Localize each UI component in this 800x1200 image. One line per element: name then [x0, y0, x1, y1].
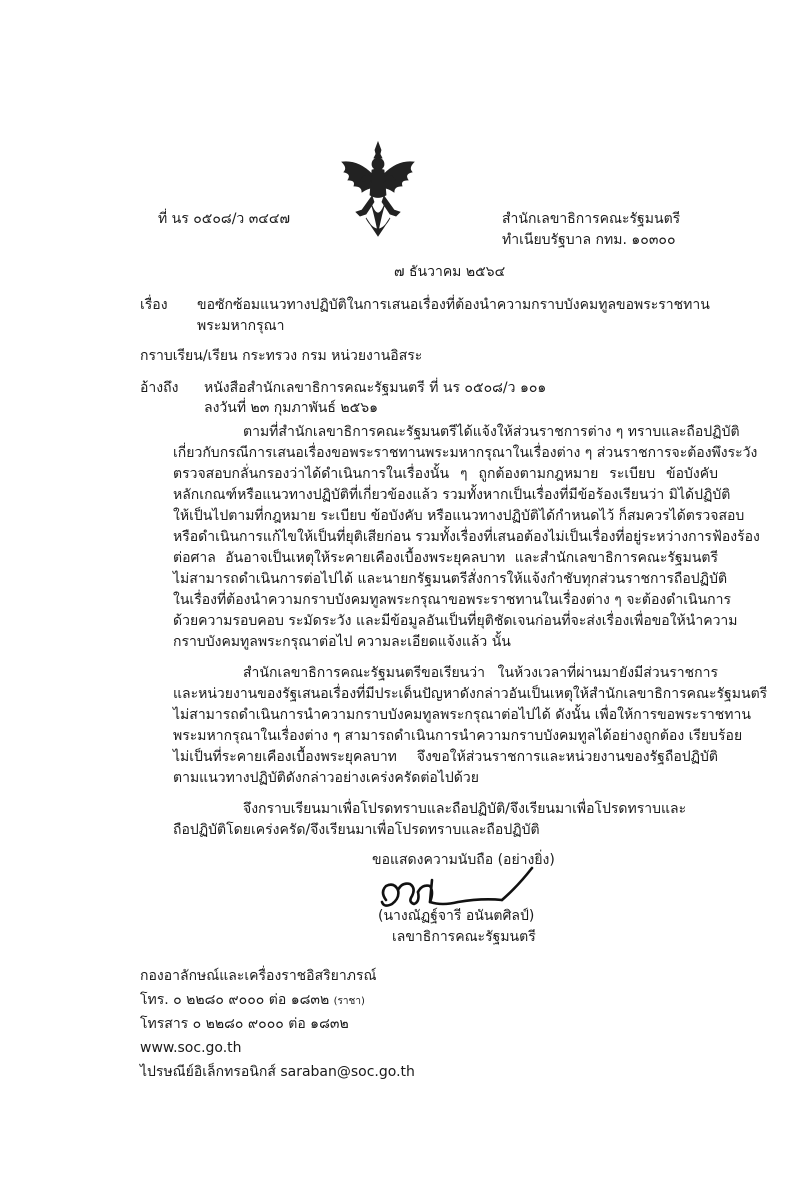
paragraph-line: ถือปฏิบัติโดยเคร่งครัด/จึงเรียนมาเพื่อโปรดทราบและถือปฏิบัติ — [173, 822, 540, 838]
office-name: สำนักเลขาธิการคณะรัฐมนตรี — [502, 211, 681, 227]
footer-phone-number: โทร. ๐ ๒๒๘๐ ๙๐๐๐ ต่อ ๑๘๓๒ — [140, 992, 330, 1008]
paragraph-line: ตามที่สำนักเลขาธิการคณะรัฐมนตรีได้แจ้งให้ส่วนราชการต่าง ๆ ทราบและถือปฏิบัติ — [243, 424, 740, 440]
paragraph-line: ไม่สามารถดำเนินการต่อไปได้ และนายกรัฐมนตรีสั่งการให้แจ้งกำชับทุกส่วนราชการถือปฏิบัติ — [173, 571, 728, 587]
office-address: ทำเนียบรัฐบาล กทม. ๑๐๓๐๐ — [502, 232, 676, 248]
paragraph-line: ตรวจสอบกลั่นกรองว่าได้ดำเนินการในเรื่องนั้น ๆ ถูกต้องตามกฎหมาย ระเบียบ ข้อบังคับ — [173, 466, 718, 482]
paragraph-line: กราบบังคมทูลพระกรุณาต่อไป ความละเอียดแจ้งแล้ว นั้น — [173, 634, 511, 650]
paragraph-line: หรือดำเนินการแก้ไขให้เป็นที่ยุติเสียก่อน รวมทั้งเรื่องที่เสนอต้องไม่เป็นเรื่องที่อยู่ระหว่างการฟ้องร้อง — [173, 529, 760, 545]
footer-fax: โทรสาร ๐ ๒๒๘๐ ๙๐๐๐ ต่อ ๑๘๓๒ — [140, 1016, 349, 1032]
garuda-emblem-icon — [336, 140, 420, 240]
paragraph-line: พระมหากรุณาในเรื่องต่าง ๆ สามารถดำเนินการนำความกราบบังคมทูลได้อย่างถูกต้อง เรียบร้อย — [173, 728, 743, 744]
paragraph-line: เกี่ยวกับกรณีการเสนอเรื่องขอพระราชทานพระมหากรุณาในเรื่องต่าง ๆ ส่วนราชการจะต้องพึงระวัง — [173, 445, 758, 461]
footer-website[interactable]: www.soc.go.th — [140, 1040, 242, 1056]
paragraph-line: ให้เป็นไปตามที่กฎหมาย ระเบียบ ข้อบังคับ หรือแนวทางปฏิบัติได้กำหนดไว้ ก็สมควรได้ตรวจสอบ — [173, 508, 745, 524]
subject-line: พระมหากรุณา — [197, 318, 285, 334]
paragraph-line: หลักเกณฑ์หรือแนวทางปฏิบัติที่เกี่ยวข้องแล้ว รวมทั้งหากเป็นเรื่องที่มีข้อร้องเรียนว่า มิได้ปฏิบัติ — [173, 487, 731, 503]
footer-phone-note: (ราชา) — [333, 996, 365, 1007]
reference-number: ที่ นร ๐๕๐๘/ว ๓๔๔๗ — [158, 211, 291, 227]
addressee: กราบเรียน/เรียน กระทรวง กรม หน่วยงานอิสระ — [140, 348, 423, 364]
reference-label: อ้างถึง — [140, 380, 179, 396]
signer-name: (นางณัฏฐ์จารี อนันตศิลป์) — [378, 908, 535, 924]
paragraph-line: ไม่เป็นที่ระคายเคืองเบื้องพระยุคลบาท จึงขอให้ส่วนราชการและหน่วยงานของรัฐถือปฏิบัติ — [173, 749, 718, 765]
footer-department: กองอาลักษณ์และเครื่องราชอิสริยาภรณ์ — [140, 968, 377, 984]
letter-date: ๗ ธันวาคม ๒๕๖๔ — [394, 264, 506, 280]
paragraph-line: จึงกราบเรียนมาเพื่อโปรดทราบและถือปฏิบัติ/จึงเรียนมาเพื่อโปรดทราบและ — [243, 801, 687, 817]
paragraph-line: ในเรื่องที่ต้องนำความกราบบังคมทูลพระกรุณาขอพระราชทานในเรื่องต่าง ๆ จะต้องดำเนินการ — [173, 592, 731, 608]
closing-salutation: ขอแสดงความนับถือ (อย่างยิ่ง) — [372, 852, 555, 868]
paragraph-line: ด้วยความรอบคอบ ระมัดระวัง และมีข้อมูลอันเป็นที่ยุติชัดเจนก่อนที่จะส่งเรื่องเพื่อขอให้นำความ — [173, 613, 738, 629]
reference-line: หนังสือสำนักเลขาธิการคณะรัฐมนตรี ที่ นร ๐๕๐๘/ว ๑๐๑ — [204, 380, 547, 396]
subject-label: เรื่อง — [140, 297, 168, 313]
subject-line: ขอซักซ้อมแนวทางปฏิบัติในการเสนอเรื่องที่ต้องนำความกราบบังคมทูลขอพระราชทาน — [197, 297, 710, 313]
paragraph-line: และหน่วยงานของรัฐเสนอเรื่องที่มีประเด็นปัญหาดังกล่าวอันเป็นเหตุให้สำนักเลขาธิการคณะรัฐมนตรี — [173, 686, 768, 702]
footer-phone — [140, 990, 365, 1012]
paragraph-line: สำนักเลขาธิการคณะรัฐมนตรีขอเรียนว่า ในห้วงเวลาที่ผ่านมายังมีส่วนราชการ — [243, 665, 718, 681]
reference-line: ลงวันที่ ๒๓ กุมภาพันธ์ ๒๕๖๑ — [204, 400, 378, 416]
paragraph-line: ต่อศาล อันอาจเป็นเหตุให้ระคายเคืองเบื้องพระยุคลบาท และสำนักเลขาธิการคณะรัฐมนตรี — [173, 550, 718, 566]
footer-email[interactable]: ไปรษณีย์อิเล็กทรอนิกส์ saraban@soc.go.th — [140, 1064, 415, 1080]
signer-position: เลขาธิการคณะรัฐมนตรี — [392, 929, 536, 945]
paragraph-line: ตามแนวทางปฏิบัติดังกล่าวอย่างเคร่งครัดต่อไปด้วย — [173, 770, 479, 786]
paragraph-line: ไม่สามารถดำเนินการนำความกราบบังคมทูลพระกรุณาต่อไปได้ ดังนั้น เพื่อให้การขอพระราชทาน — [173, 707, 751, 723]
